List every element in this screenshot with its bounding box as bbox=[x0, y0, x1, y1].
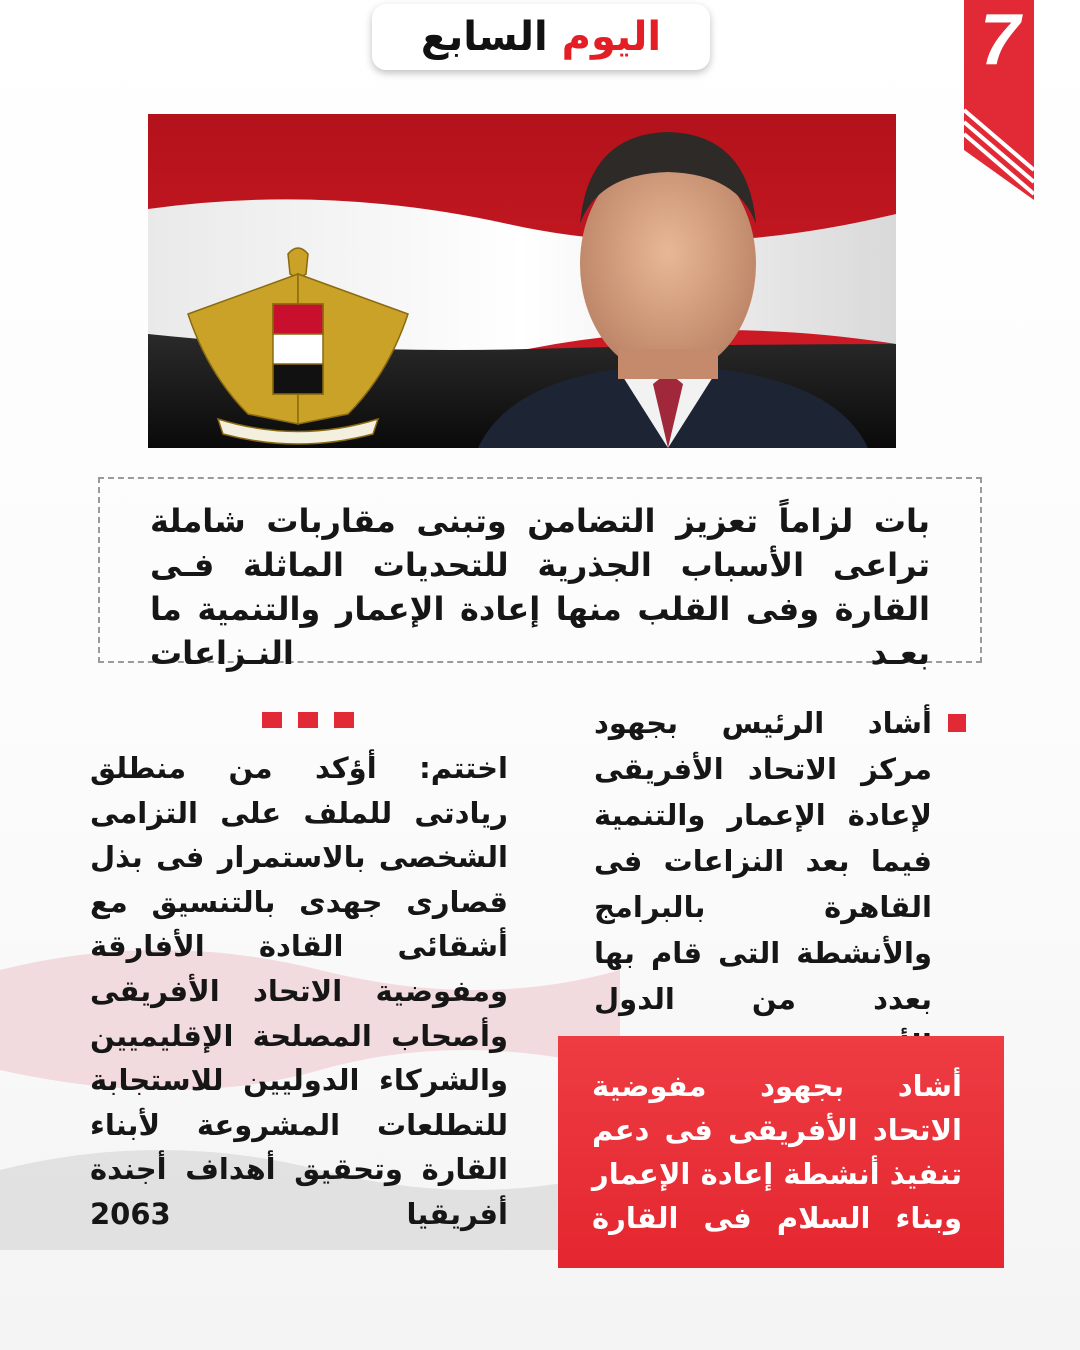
right-column bbox=[594, 700, 966, 1020]
corner-number: 7 bbox=[979, 0, 1021, 80]
right-column-text: أشاد الرئيس بجهود مركز الاتحاد الأفريقى لإعادة الإعمار والتنمية فيما بعد النزاعات فى القاهرة بالبرامج والأنشطة التى قام بها بعدد من الدول bbox=[594, 706, 932, 1016]
dot-icon bbox=[262, 712, 282, 728]
logo-word-black: السابع bbox=[420, 14, 548, 60]
dot-icon bbox=[334, 712, 354, 728]
left-column-text: اختتم: أؤكد من منطلق ريادتى للملف على التزامى الشخصى بالاستمرار فى بذل قصارى جهدى بالتنسيق مع أشقائى القادة الأفارقة ومفوضية الاتحاد الأفريقى وأصحاب المصلحة الإقليميين والشركاء الدوليين للاستجابة للتطلعات المشروعة لأبناء القارة وتحقيق أهداف أجندة أفريقيا 2063 bbox=[90, 751, 508, 1231]
brand-logo bbox=[372, 4, 710, 70]
bullet-square-icon bbox=[948, 714, 966, 732]
quote-text: بات لزاماً تعزيز التضامن وتبنى مقاربات شاملة تراعى الأسباب الجذرية للتحديات الماثلة فـى القارة وفى القلب منها إعادة الإعمار والتنمية ما بعـد النـزاعات bbox=[150, 502, 930, 672]
hero-illustration bbox=[148, 114, 896, 448]
hero-image bbox=[148, 114, 896, 448]
corner-number-badge bbox=[964, 0, 1034, 200]
logo-word-red: اليوم bbox=[561, 14, 662, 60]
quote-box bbox=[98, 477, 982, 672]
separator-dots bbox=[262, 712, 354, 728]
dot-icon bbox=[298, 712, 318, 728]
highlight-text: أشاد بجهود مفوضية الاتحاد الأفريقى فى دعم تنفيذ أنشطة إعادة الإعمار وبناء السلام فى القارة bbox=[592, 1069, 962, 1235]
logo-text bbox=[421, 14, 661, 60]
highlight-box bbox=[558, 1036, 1004, 1268]
